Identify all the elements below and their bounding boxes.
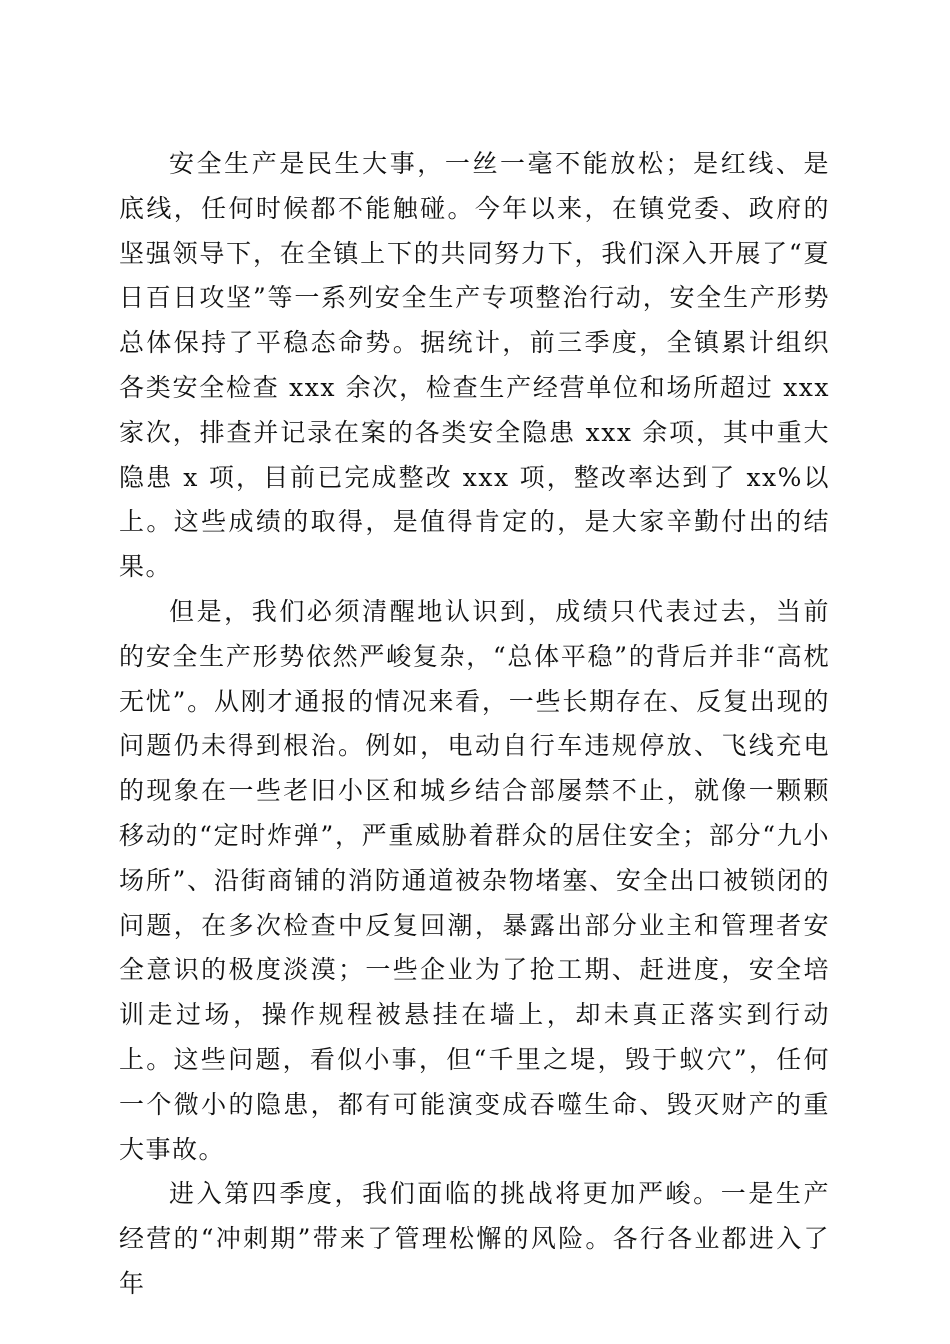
paragraph-1: 安全生产是民生大事，一丝一毫不能放松；是红线、是底线，任何时候都不能触碰。今年以来，在镇党委、政府的坚强领导下，在全镇上下的共同努力下，我们深入开展了“夏日百日攻坚”等一系列安全生产专项整治行动，安全生产形势总体保持了平稳态命势。据统计，前三季度，全镇累计组织各类安全检查 xxx 余次，检查生产经营单位和场所超过 xxx 家次，排查并记录在案的各类安全隐患 xxx 余项，其中重大隐患 x 项，目前已完成整改 xxx 项，整改率达到了 xx%以上。这些成绩的取得，是值得肯定的，是大家辛勤付出的结果。 [119,149,830,582]
paragraph-3: 进入第四季度，我们面临的挑战将更加严峻。一是生产经营的“冲刺期”带来了管理松懈的风险。各行各业都进入了年 [119,1179,830,1298]
paragraph-2: 但是，我们必须清醒地认识到，成绩只代表过去，当前的安全生产形势依然严峻复杂，“总体平稳”的背后并非“高枕无忧”。从刚才通报的情况来看，一些长期存在、反复出现的问题仍未得到根治。例如，电动自行车违规停放、飞线充电的现象在一些老旧小区和城乡结合部屡禁不止，就像一颗颗移动的“定时炸弹”，严重威胁着群众的居住安全；部分“九小场所”、沿街商铺的消防通道被杂物堵塞、安全出口被锁闭的问题，在多次检查中反复回潮，暴露出部分业主和管理者安全意识的极度淡漠；一些企业为了抢工期、赶进度，安全培训走过场，操作规程被悬挂在墙上，却未真正落实到行动上。这些问题，看似小事，但“千里之堤，毁于蚁穴”，任何一个微小的隐患，都有可能演变成吞噬生命、毁灭财产的重大事故。 [119,596,830,1164]
document-body [119,142,830,1307]
